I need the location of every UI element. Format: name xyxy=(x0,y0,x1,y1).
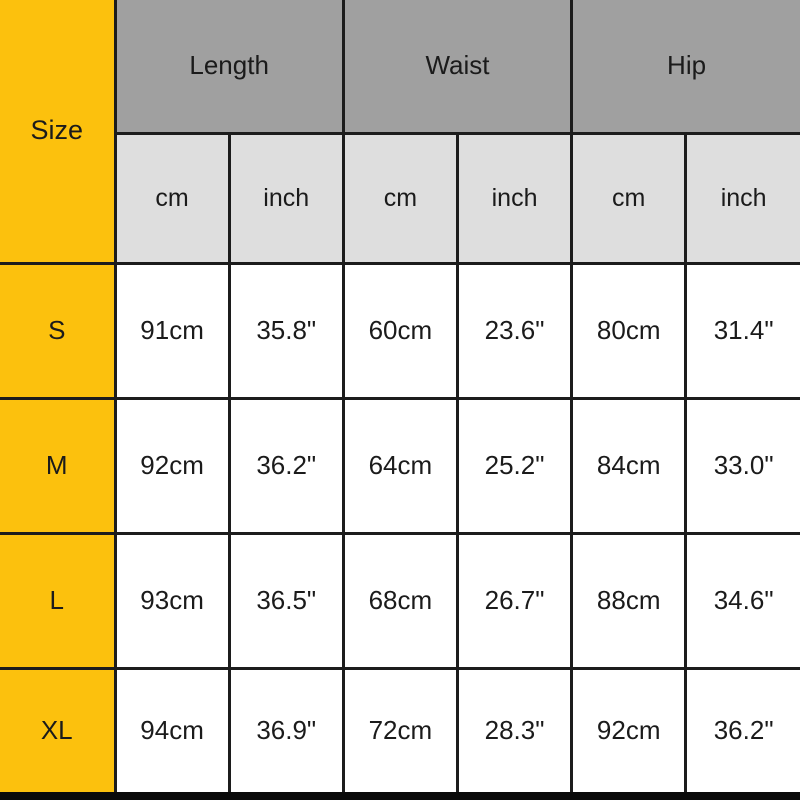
value-cell: 94cm xyxy=(115,668,229,792)
value-cell: 93cm xyxy=(115,533,229,668)
column-group-waist: Waist xyxy=(343,0,571,133)
value-cell: 68cm xyxy=(343,533,457,668)
bottom-divider xyxy=(0,792,800,800)
value-cell: 25.2" xyxy=(457,398,571,533)
value-cell: 34.6" xyxy=(686,533,800,668)
table-row-xl xyxy=(0,668,800,792)
unit-header-hip-inch: inch xyxy=(686,133,800,263)
group-header-row xyxy=(0,0,800,133)
value-cell: 91cm xyxy=(115,263,229,398)
row-size-label: M xyxy=(0,398,115,533)
value-cell: 36.5" xyxy=(229,533,343,668)
row-size-label: S xyxy=(0,263,115,398)
value-cell: 36.2" xyxy=(229,398,343,533)
table-row-s xyxy=(0,263,800,398)
value-cell: 31.4" xyxy=(686,263,800,398)
unit-header-row xyxy=(0,133,800,263)
value-cell: 26.7" xyxy=(457,533,571,668)
value-cell: 33.0" xyxy=(686,398,800,533)
unit-header-length-cm: cm xyxy=(115,133,229,263)
value-cell: 28.3" xyxy=(457,668,571,792)
value-cell: 36.2" xyxy=(686,668,800,792)
value-cell: 72cm xyxy=(343,668,457,792)
value-cell: 36.9" xyxy=(229,668,343,792)
value-cell: 88cm xyxy=(572,533,686,668)
value-cell: 84cm xyxy=(572,398,686,533)
unit-header-waist-cm: cm xyxy=(343,133,457,263)
value-cell: 35.8" xyxy=(229,263,343,398)
value-cell: 92cm xyxy=(115,398,229,533)
row-size-label: L xyxy=(0,533,115,668)
table-row-m xyxy=(0,398,800,533)
value-cell: 92cm xyxy=(572,668,686,792)
unit-header-hip-cm: cm xyxy=(572,133,686,263)
value-cell: 80cm xyxy=(572,263,686,398)
row-size-label: XL xyxy=(0,668,115,792)
value-cell: 60cm xyxy=(343,263,457,398)
unit-header-waist-inch: inch xyxy=(457,133,571,263)
column-group-hip: Hip xyxy=(572,0,800,133)
value-cell: 64cm xyxy=(343,398,457,533)
table-row-l xyxy=(0,533,800,668)
size-corner-header: Size xyxy=(0,0,115,263)
column-group-length: Length xyxy=(115,0,343,133)
value-cell: 23.6" xyxy=(457,263,571,398)
unit-header-length-inch: inch xyxy=(229,133,343,263)
